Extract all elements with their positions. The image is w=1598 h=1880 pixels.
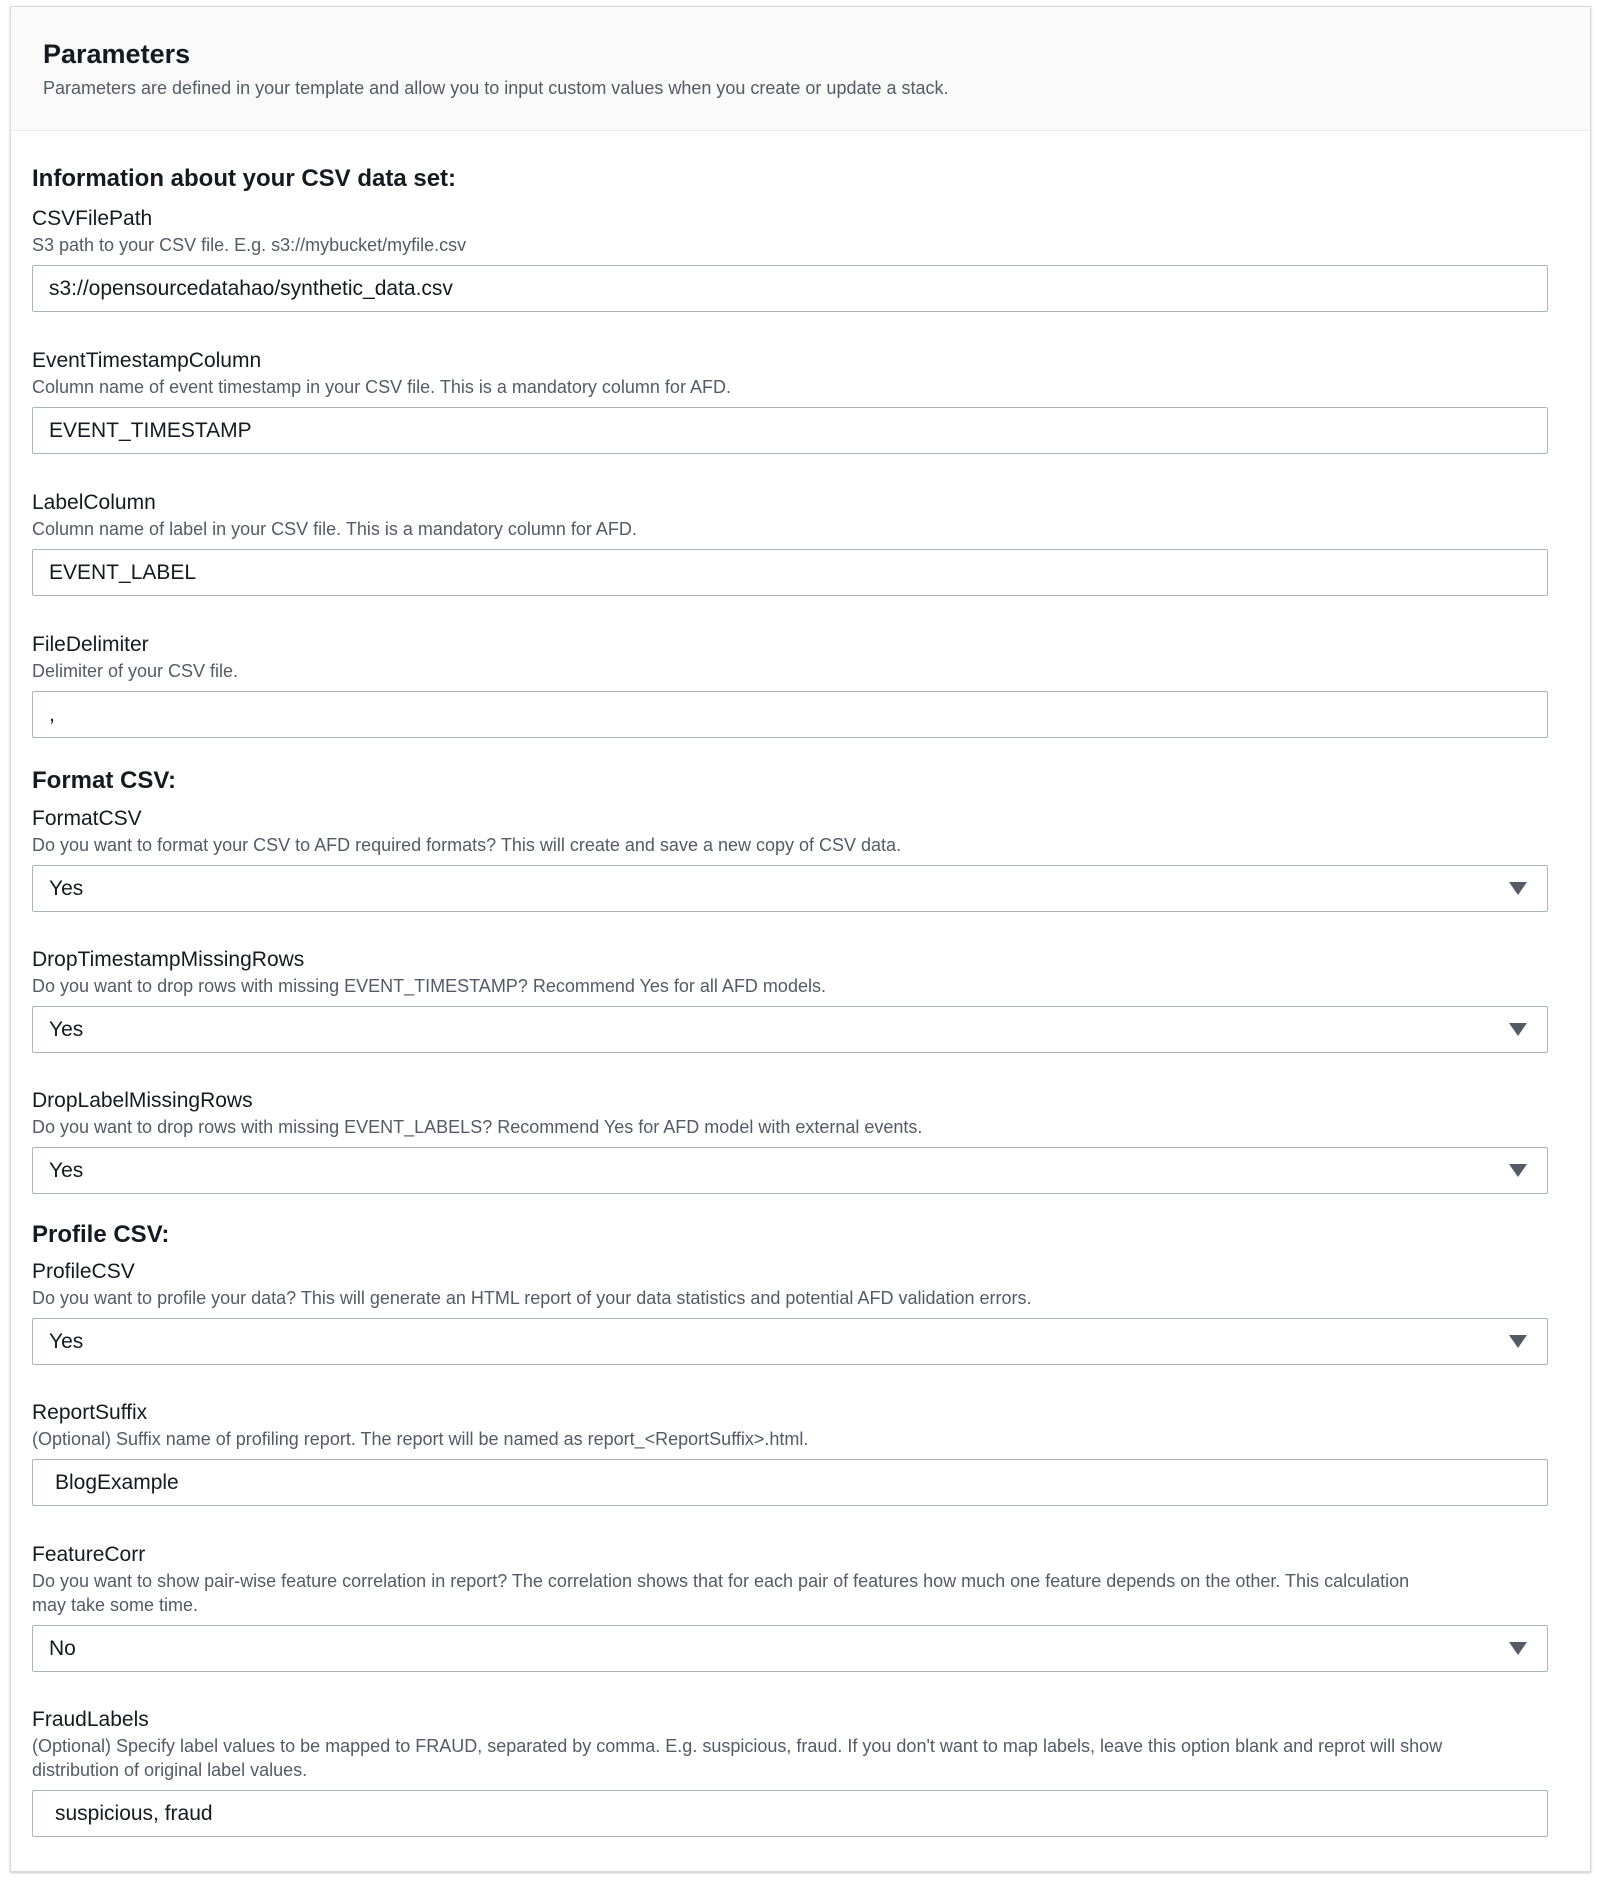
section-format-csv xyxy=(32,766,1548,796)
format-csv-select[interactable] xyxy=(32,865,1548,912)
field-label: LabelColumn xyxy=(32,491,156,514)
feature-corr-select[interactable] xyxy=(32,1625,1548,1672)
field-label: CSVFilePath xyxy=(32,207,153,230)
field-description-continued: may take some time. xyxy=(32,1595,199,1615)
input-value: EVENT_LABEL xyxy=(49,560,197,584)
field-feature-corr xyxy=(32,1542,1548,1672)
page-description: Parameters are defined in your template and allow you to input custom values when you create or update a stack. xyxy=(43,78,949,98)
page-title: Parameters xyxy=(43,39,191,69)
field-description: S3 path to your CSV file. E.g. s3://mybucket/myfile.csv xyxy=(32,235,467,255)
field-label: FormatCSV xyxy=(32,807,142,830)
caret-down-icon xyxy=(1509,882,1527,895)
select-value: Yes xyxy=(49,876,84,900)
caret-down-icon xyxy=(1509,1642,1527,1655)
section-heading-format-csv: Format CSV: xyxy=(32,767,177,794)
caret-down-icon xyxy=(1509,1164,1527,1177)
field-description: (Optional) Specify label values to be mapped to FRAUD, separated by comma. E.g. suspicious, fraud. If you don't want to map labels, leave this option blank and reprot will show xyxy=(32,1736,1443,1756)
field-description: Do you want to profile your data? This will generate an HTML report of your data statistics and potential AFD validation errors. xyxy=(32,1288,1032,1308)
field-label: FraudLabels xyxy=(32,1708,149,1731)
field-description: Column name of label in your CSV file. This is a mandatory column for AFD. xyxy=(32,519,637,539)
field-file-delimiter xyxy=(32,632,1548,738)
field-label: FileDelimiter xyxy=(32,633,149,656)
field-drop-timestamp-missing-rows xyxy=(32,947,1548,1053)
input-value: , xyxy=(49,702,55,726)
field-description: Do you want to format your CSV to AFD required formats? This will create and save a new copy of CSV data. xyxy=(32,835,902,855)
section-profile-csv xyxy=(32,1220,1548,1250)
field-csv-file-path xyxy=(32,206,1548,312)
field-format-csv xyxy=(32,806,1548,912)
field-label: FeatureCorr xyxy=(32,1543,146,1566)
field-report-suffix xyxy=(32,1400,1548,1506)
select-value: Yes xyxy=(49,1329,84,1353)
select-value: Yes xyxy=(49,1017,84,1041)
field-label: ReportSuffix xyxy=(32,1401,148,1424)
report-suffix-input[interactable] xyxy=(32,1459,1548,1506)
field-description: Do you want to drop rows with missing EVENT_LABELS? Recommend Yes for AFD model with external events. xyxy=(32,1117,923,1137)
select-value: Yes xyxy=(49,1158,84,1182)
input-value: s3://opensourcedatahao/synthetic_data.csv xyxy=(49,276,453,300)
field-profile-csv xyxy=(32,1259,1548,1365)
field-description: Delimiter of your CSV file. xyxy=(32,661,239,681)
field-event-timestamp-column xyxy=(32,348,1548,454)
field-description: Do you want to show pair-wise feature correlation in report? The correlation shows that for each pair of features how much one feature depends on the other. This calculation xyxy=(32,1571,1410,1591)
field-label: DropTimestampMissingRows xyxy=(32,948,305,971)
file-delimiter-input[interactable] xyxy=(32,691,1548,738)
field-description: Do you want to drop rows with missing EVENT_TIMESTAMP? Recommend Yes for all AFD models. xyxy=(32,976,826,996)
caret-down-icon xyxy=(1509,1023,1527,1036)
field-description-continued: distribution of original label values. xyxy=(32,1760,308,1780)
input-value: BlogExample xyxy=(55,1470,179,1494)
field-description: Column name of event timestamp in your CSV file. This is a mandatory column for AFD. xyxy=(32,377,731,397)
fraud-labels-input[interactable] xyxy=(32,1790,1548,1837)
field-description: (Optional) Suffix name of profiling report. The report will be named as report_<ReportSuffix>.html. xyxy=(32,1429,809,1449)
section-heading-csv-info: Information about your CSV data set: xyxy=(32,165,457,192)
input-value: suspicious, fraud xyxy=(55,1801,213,1825)
caret-down-icon xyxy=(1509,1335,1527,1348)
field-label: DropLabelMissingRows xyxy=(32,1089,253,1112)
csv-file-path-input[interactable] xyxy=(32,265,1548,312)
input-value: EVENT_TIMESTAMP xyxy=(49,418,252,442)
section-csv-info xyxy=(32,164,1548,194)
select-value: No xyxy=(49,1636,76,1660)
section-heading-profile-csv: Profile CSV: xyxy=(32,1221,170,1248)
drop-label-missing-rows-select[interactable] xyxy=(32,1147,1548,1194)
panel-header xyxy=(11,7,1590,131)
event-timestamp-column-input[interactable] xyxy=(32,407,1548,454)
drop-timestamp-missing-rows-select[interactable] xyxy=(32,1006,1548,1053)
field-drop-label-missing-rows xyxy=(32,1088,1548,1194)
field-fraud-labels xyxy=(32,1707,1548,1837)
profile-csv-select[interactable] xyxy=(32,1318,1548,1365)
field-label-column xyxy=(32,490,1548,596)
field-label: ProfileCSV xyxy=(32,1260,135,1283)
label-column-input[interactable] xyxy=(32,549,1548,596)
field-label: EventTimestampColumn xyxy=(32,349,262,372)
